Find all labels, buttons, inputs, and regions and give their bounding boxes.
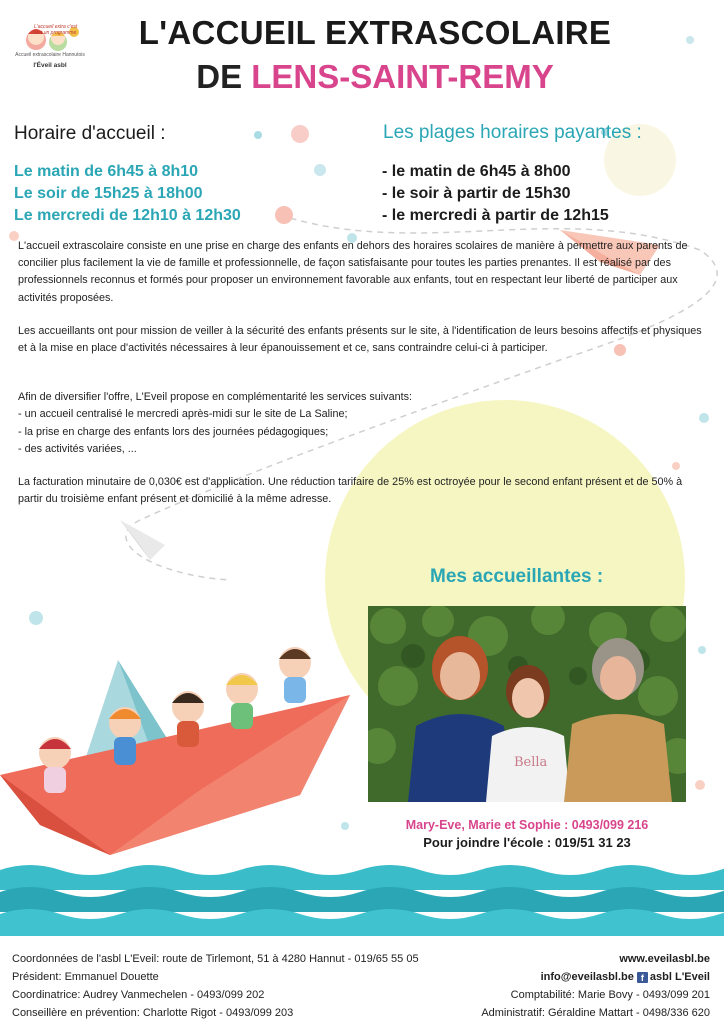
title-prefix: DE	[196, 58, 252, 95]
hours-item: Le matin de 6h45 à 8h10	[14, 163, 199, 180]
service-item: - la prise en charge des enfants lors des journées pédagogiques;	[18, 425, 329, 438]
shirt-text: Bella	[514, 755, 548, 770]
school-phone: Pour joindre l'école : 019/51 31 23	[423, 835, 631, 850]
child-5-icon	[279, 647, 311, 703]
paid-slot-item: - le soir à partir de 15h30	[382, 185, 571, 202]
staff-heading: Mes accueillantes :	[430, 566, 604, 587]
description-text	[18, 238, 708, 524]
hours-list	[14, 161, 241, 227]
paid-slots-heading: Les plages horaires payantes :	[383, 122, 642, 143]
boat-illustration	[0, 625, 350, 855]
paragraph-billing: La facturation minutaire de 0,030€ est d'application. Une réduction tarifaire de 25% est octroyée pour le second enfant présent et de 50% à partir du troisième enfant présent et domicilié à la même adresse.	[18, 476, 683, 506]
logo-subtitle: Accueil extrascolaire Hannutois	[15, 52, 85, 58]
footer-facebook-link[interactable]: asbl L'Eveil	[649, 971, 710, 983]
services-intro: Afin de diversifier l'offre, L'Eveil propose en complémentarité les services suivants:	[18, 391, 412, 404]
paid-slots-list	[382, 161, 609, 227]
paragraph-services	[18, 389, 708, 458]
paid-slot-item: - le mercredi à partir de 12h15	[382, 207, 609, 224]
staff-photo	[368, 606, 686, 802]
footer-admin: Administratif: Géraldine Mattart - 0498/336 620	[481, 1007, 710, 1019]
staff-photo-illustration	[368, 606, 686, 802]
waves-decoration	[0, 860, 724, 940]
footer-accounting: Comptabilité: Marie Bovy - 0493/099 201	[510, 989, 710, 1001]
paid-slot-item: - le matin de 6h45 à 8h00	[382, 163, 571, 180]
footer-email-link[interactable]: info@eveilasbl.be	[540, 971, 634, 983]
page-title-line2	[95, 58, 655, 96]
footer-coordinator: Coordinatrice: Audrey Vanmechelen - 0493/099 202	[12, 989, 265, 1001]
logo-name: l'Éveil asbl	[33, 62, 67, 69]
logo-tagline: L'accueil extra c'est tout un programme	[34, 24, 78, 36]
hours-item: Le mercredi de 12h10 à 12h30	[14, 207, 241, 224]
eveil-logo	[10, 10, 90, 76]
page-title-line1: L'ACCUEIL EXTRASCOLAIRE	[138, 14, 612, 51]
facebook-icon: f	[637, 972, 648, 983]
footer-address: Coordonnées de l'asbl L'Eveil: route de Tirlemont, 51 à 4280 Hannut - 019/65 55 05	[12, 953, 419, 965]
hours-heading: Horaire d'accueil :	[14, 123, 166, 144]
service-item: - un accueil centralisé le mercredi après-midi sur le site de La Saline;	[18, 408, 348, 421]
footer-website-link[interactable]: www.eveilasbl.be	[619, 953, 710, 965]
footer-prevention-advisor: Conseillère en prévention: Charlotte Rigot - 0493/099 203	[12, 1007, 294, 1019]
footer-contact	[541, 968, 710, 986]
paragraph-mission: Les accueillants ont pour mission de veiller à la sécurité des enfants présents sur le site, à l'identification de leurs besoins affectifs et physiques et à la mise en place d'activités nécessaires à leur épanouissement et ce, sans contraindre celui-ci à participer.	[18, 324, 702, 355]
footer-president: Président: Emmanuel Douette	[12, 971, 159, 983]
staff-names-phone: Mary-Eve, Marie et Sophie : 0493/099 216	[405, 818, 649, 832]
service-item: - des activités variées, ...	[18, 442, 137, 455]
footer	[0, 945, 724, 1024]
title-highlight: LENS-SAINT-REMY	[251, 58, 554, 95]
paragraph-intro: L'accueil extrascolaire consiste en une prise en charge des enfants en dehors des horaires scolaires de manière à permettre aux parents de concilier plus facilement la vie de famille et professionnelle, de façon satisfaisante pour toutes les parties prenantes. Il est réalisé par des professionnels reconnus et formés pour proposer un environnement favorable aux enfants, tout en respectant leur liberté de participer aux activités proposées.	[18, 240, 688, 304]
hours-item: Le soir de 15h25 à 18h00	[14, 185, 203, 202]
